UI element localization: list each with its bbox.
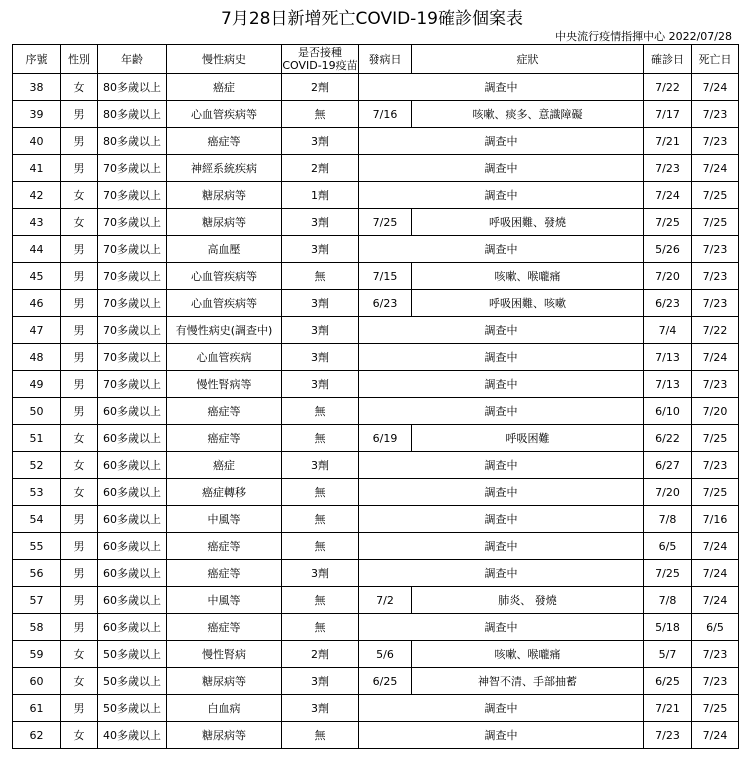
cell-confirmed: 7/20 [644, 263, 692, 290]
cell-death: 7/23 [692, 668, 739, 695]
case-table [12, 44, 739, 749]
cell-sex: 男 [61, 533, 98, 560]
cell-vaccine: 2劑 [282, 74, 359, 101]
table-row [13, 128, 739, 155]
cell-symptoms: 調查中 [359, 398, 644, 425]
cell-onset: 7/16 [359, 101, 412, 128]
table-header-row [13, 45, 739, 74]
cell-symptoms: 呼吸困難、咳嗽 [412, 290, 644, 317]
cell-confirmed: 7/4 [644, 317, 692, 344]
cell-symptoms: 調查中 [359, 560, 644, 587]
cell-confirmed: 5/18 [644, 614, 692, 641]
cell-vaccine: 無 [282, 614, 359, 641]
table-row [13, 398, 739, 425]
cell-onset: 6/25 [359, 668, 412, 695]
cell-symptoms: 調查中 [359, 317, 644, 344]
cell-age: 40多歲以上 [98, 722, 167, 749]
cell-id: 50 [13, 398, 61, 425]
cell-sex: 男 [61, 344, 98, 371]
cell-sex: 女 [61, 182, 98, 209]
cell-sex: 女 [61, 641, 98, 668]
header-confirmed: 確診日 [644, 45, 692, 74]
cell-confirmed: 7/8 [644, 506, 692, 533]
cell-death: 7/23 [692, 452, 739, 479]
cell-vaccine: 無 [282, 506, 359, 533]
cell-age: 60多歲以上 [98, 479, 167, 506]
cell-id: 53 [13, 479, 61, 506]
cell-age: 60多歲以上 [98, 614, 167, 641]
cell-age: 50多歲以上 [98, 641, 167, 668]
cell-age: 70多歲以上 [98, 290, 167, 317]
cell-vaccine: 3劑 [282, 236, 359, 263]
cell-death: 7/23 [692, 236, 739, 263]
cell-chronic: 癌症等 [167, 614, 282, 641]
cell-confirmed: 5/26 [644, 236, 692, 263]
cell-death: 7/24 [692, 74, 739, 101]
cell-sex: 男 [61, 317, 98, 344]
cell-symptoms: 調查中 [359, 533, 644, 560]
cell-death: 7/20 [692, 398, 739, 425]
table-row [13, 182, 739, 209]
cell-chronic: 心血管疾病等 [167, 263, 282, 290]
cell-confirmed: 7/24 [644, 182, 692, 209]
table-row [13, 290, 739, 317]
cell-symptoms: 調查中 [359, 479, 644, 506]
cell-sex: 男 [61, 263, 98, 290]
cell-confirmed: 6/25 [644, 668, 692, 695]
cell-id: 62 [13, 722, 61, 749]
cell-symptoms: 咳嗽、痰多、意識障礙 [412, 101, 644, 128]
cell-age: 60多歲以上 [98, 398, 167, 425]
cell-sex: 男 [61, 614, 98, 641]
cell-death: 7/23 [692, 101, 739, 128]
cell-onset: 6/19 [359, 425, 412, 452]
cell-vaccine: 無 [282, 479, 359, 506]
cell-id: 44 [13, 236, 61, 263]
header-vaccine-line2: COVID-19疫苗 [282, 59, 358, 72]
cell-vaccine: 無 [282, 722, 359, 749]
cell-chronic: 癌症等 [167, 425, 282, 452]
cell-chronic: 糖尿病等 [167, 209, 282, 236]
cell-age: 60多歲以上 [98, 587, 167, 614]
cell-age: 60多歲以上 [98, 506, 167, 533]
cell-confirmed: 7/13 [644, 344, 692, 371]
cell-death: 7/23 [692, 290, 739, 317]
cell-vaccine: 無 [282, 533, 359, 560]
header-chronic: 慢性病史 [167, 45, 282, 74]
cell-chronic: 神經系統疾病 [167, 155, 282, 182]
cell-death: 7/25 [692, 425, 739, 452]
header-sex: 性別 [61, 45, 98, 74]
cell-confirmed: 6/22 [644, 425, 692, 452]
table-row [13, 479, 739, 506]
cell-age: 70多歲以上 [98, 317, 167, 344]
cell-sex: 女 [61, 668, 98, 695]
cell-symptoms: 調查中 [359, 371, 644, 398]
cell-vaccine: 無 [282, 263, 359, 290]
cell-symptoms: 調查中 [359, 128, 644, 155]
cell-chronic: 癌症等 [167, 560, 282, 587]
cell-id: 55 [13, 533, 61, 560]
cell-age: 70多歲以上 [98, 344, 167, 371]
cell-confirmed: 6/5 [644, 533, 692, 560]
cell-confirmed: 6/10 [644, 398, 692, 425]
cell-sex: 男 [61, 506, 98, 533]
cell-symptoms: 呼吸困難 [412, 425, 644, 452]
cell-sex: 男 [61, 398, 98, 425]
cell-chronic: 高血壓 [167, 236, 282, 263]
cell-symptoms: 調查中 [359, 506, 644, 533]
cell-death: 7/24 [692, 344, 739, 371]
cell-confirmed: 7/21 [644, 695, 692, 722]
cell-chronic: 慢性腎病 [167, 641, 282, 668]
cell-death: 7/23 [692, 641, 739, 668]
cell-onset: 6/23 [359, 290, 412, 317]
cell-chronic: 癌症轉移 [167, 479, 282, 506]
cell-sex: 女 [61, 722, 98, 749]
cell-age: 70多歲以上 [98, 209, 167, 236]
cell-chronic: 糖尿病等 [167, 182, 282, 209]
table-row [13, 533, 739, 560]
cell-id: 48 [13, 344, 61, 371]
cell-vaccine: 3劑 [282, 668, 359, 695]
table-row [13, 371, 739, 398]
header-onset: 發病日 [359, 45, 412, 74]
cell-chronic: 糖尿病等 [167, 722, 282, 749]
table-row [13, 317, 739, 344]
cell-chronic: 癌症等 [167, 533, 282, 560]
cell-age: 50多歲以上 [98, 695, 167, 722]
cell-confirmed: 5/7 [644, 641, 692, 668]
cell-symptoms: 咳嗽、喉嚨痛 [412, 263, 644, 290]
cell-id: 42 [13, 182, 61, 209]
cell-id: 61 [13, 695, 61, 722]
table-row [13, 101, 739, 128]
cell-vaccine: 無 [282, 101, 359, 128]
cell-vaccine: 3劑 [282, 560, 359, 587]
cell-vaccine: 3劑 [282, 209, 359, 236]
cell-chronic: 心血管疾病等 [167, 101, 282, 128]
header-vaccine-line1: 是否接種 [298, 46, 342, 59]
cell-symptoms: 咳嗽、喉嚨痛 [412, 641, 644, 668]
cell-sex: 男 [61, 128, 98, 155]
table-body [13, 74, 739, 749]
cell-age: 60多歲以上 [98, 425, 167, 452]
cell-sex: 男 [61, 155, 98, 182]
cell-age: 70多歲以上 [98, 182, 167, 209]
cell-confirmed: 7/23 [644, 722, 692, 749]
table-row [13, 236, 739, 263]
document-subtitle: 中央流行疫情指揮中心 2022/07/28 [555, 30, 732, 43]
table-row [13, 668, 739, 695]
cell-death: 7/24 [692, 587, 739, 614]
cell-age: 60多歲以上 [98, 560, 167, 587]
header-age: 年齡 [98, 45, 167, 74]
cell-vaccine: 3劑 [282, 128, 359, 155]
cell-sex: 男 [61, 290, 98, 317]
cell-chronic: 中風等 [167, 506, 282, 533]
cell-death: 7/23 [692, 371, 739, 398]
cell-id: 60 [13, 668, 61, 695]
table-row [13, 560, 739, 587]
cell-confirmed: 7/21 [644, 128, 692, 155]
cell-confirmed: 7/17 [644, 101, 692, 128]
cell-age: 60多歲以上 [98, 533, 167, 560]
cell-id: 40 [13, 128, 61, 155]
cell-sex: 女 [61, 452, 98, 479]
cell-chronic: 癌症等 [167, 128, 282, 155]
cell-death: 7/23 [692, 263, 739, 290]
cell-chronic: 有慢性病史(調查中) [167, 317, 282, 344]
cell-vaccine: 3劑 [282, 317, 359, 344]
cell-sex: 女 [61, 74, 98, 101]
cell-vaccine: 3劑 [282, 452, 359, 479]
cell-confirmed: 7/22 [644, 74, 692, 101]
cell-id: 58 [13, 614, 61, 641]
cell-confirmed: 7/25 [644, 560, 692, 587]
cell-death: 7/16 [692, 506, 739, 533]
cell-id: 59 [13, 641, 61, 668]
cell-symptoms: 呼吸困難、發燒 [412, 209, 644, 236]
cell-age: 60多歲以上 [98, 452, 167, 479]
cell-vaccine: 3劑 [282, 344, 359, 371]
cell-id: 51 [13, 425, 61, 452]
cell-confirmed: 7/25 [644, 209, 692, 236]
cell-symptoms: 調查中 [359, 344, 644, 371]
cell-symptoms: 調查中 [359, 695, 644, 722]
table-row [13, 344, 739, 371]
cell-death: 7/22 [692, 317, 739, 344]
cell-death: 7/25 [692, 479, 739, 506]
table-row [13, 209, 739, 236]
cell-chronic: 心血管疾病 [167, 344, 282, 371]
cell-confirmed: 7/8 [644, 587, 692, 614]
cell-symptoms: 肺炎、 發燒 [412, 587, 644, 614]
cell-onset: 7/2 [359, 587, 412, 614]
cell-age: 70多歲以上 [98, 263, 167, 290]
table-row [13, 425, 739, 452]
table-row [13, 452, 739, 479]
cell-sex: 女 [61, 425, 98, 452]
cell-symptoms: 調查中 [359, 182, 644, 209]
cell-symptoms: 神智不清、手部抽蓄 [412, 668, 644, 695]
cell-onset: 5/6 [359, 641, 412, 668]
cell-chronic: 癌症 [167, 74, 282, 101]
cell-death: 7/24 [692, 560, 739, 587]
cell-vaccine: 3劑 [282, 695, 359, 722]
cell-id: 57 [13, 587, 61, 614]
cell-chronic: 心血管疾病等 [167, 290, 282, 317]
header-id: 序號 [13, 45, 61, 74]
cell-confirmed: 7/13 [644, 371, 692, 398]
table-row [13, 641, 739, 668]
table-row [13, 587, 739, 614]
table-row [13, 695, 739, 722]
cell-death: 7/24 [692, 533, 739, 560]
cell-chronic: 中風等 [167, 587, 282, 614]
cell-age: 80多歲以上 [98, 74, 167, 101]
cell-confirmed: 7/20 [644, 479, 692, 506]
cell-symptoms: 調查中 [359, 452, 644, 479]
cell-sex: 男 [61, 695, 98, 722]
cell-chronic: 白血病 [167, 695, 282, 722]
header-death: 死亡日 [692, 45, 739, 74]
cell-symptoms: 調查中 [359, 722, 644, 749]
cell-id: 45 [13, 263, 61, 290]
cell-sex: 男 [61, 236, 98, 263]
cell-symptoms: 調查中 [359, 74, 644, 101]
header-symptoms: 症狀 [412, 45, 644, 74]
cell-id: 54 [13, 506, 61, 533]
cell-age: 80多歲以上 [98, 128, 167, 155]
cell-death: 7/24 [692, 155, 739, 182]
cell-sex: 男 [61, 560, 98, 587]
cell-sex: 男 [61, 371, 98, 398]
cell-id: 47 [13, 317, 61, 344]
header-vaccine [282, 45, 359, 74]
cell-id: 41 [13, 155, 61, 182]
cell-age: 70多歲以上 [98, 155, 167, 182]
cell-death: 7/25 [692, 695, 739, 722]
cell-confirmed: 7/23 [644, 155, 692, 182]
cell-vaccine: 無 [282, 398, 359, 425]
cell-chronic: 糖尿病等 [167, 668, 282, 695]
cell-symptoms: 調查中 [359, 236, 644, 263]
cell-vaccine: 無 [282, 425, 359, 452]
cell-id: 43 [13, 209, 61, 236]
cell-age: 50多歲以上 [98, 668, 167, 695]
cell-id: 46 [13, 290, 61, 317]
cell-sex: 女 [61, 209, 98, 236]
cell-sex: 女 [61, 479, 98, 506]
table-row [13, 155, 739, 182]
cell-vaccine: 2劑 [282, 641, 359, 668]
cell-age: 80多歲以上 [98, 101, 167, 128]
table-row [13, 614, 739, 641]
cell-death: 7/23 [692, 128, 739, 155]
cell-confirmed: 6/23 [644, 290, 692, 317]
table-row [13, 722, 739, 749]
cell-sex: 男 [61, 587, 98, 614]
cell-onset: 7/15 [359, 263, 412, 290]
cell-onset: 7/25 [359, 209, 412, 236]
cell-vaccine: 3劑 [282, 290, 359, 317]
cell-death: 7/25 [692, 182, 739, 209]
table-row [13, 74, 739, 101]
table-row [13, 263, 739, 290]
table-row [13, 506, 739, 533]
cell-age: 70多歲以上 [98, 236, 167, 263]
cell-id: 38 [13, 74, 61, 101]
cell-symptoms: 調查中 [359, 614, 644, 641]
cell-age: 70多歲以上 [98, 371, 167, 398]
cell-id: 52 [13, 452, 61, 479]
cell-death: 6/5 [692, 614, 739, 641]
cell-sex: 男 [61, 101, 98, 128]
cell-chronic: 慢性腎病等 [167, 371, 282, 398]
cell-id: 39 [13, 101, 61, 128]
cell-vaccine: 2劑 [282, 155, 359, 182]
cell-symptoms: 調查中 [359, 155, 644, 182]
cell-chronic: 癌症等 [167, 398, 282, 425]
cell-death: 7/25 [692, 209, 739, 236]
cell-confirmed: 6/27 [644, 452, 692, 479]
cell-vaccine: 3劑 [282, 371, 359, 398]
cell-vaccine: 1劑 [282, 182, 359, 209]
cell-death: 7/24 [692, 722, 739, 749]
cell-chronic: 癌症 [167, 452, 282, 479]
cell-id: 56 [13, 560, 61, 587]
cell-id: 49 [13, 371, 61, 398]
document-title: 7月28日新增死亡COVID-19確診個案表 [221, 9, 523, 29]
cell-vaccine: 無 [282, 587, 359, 614]
